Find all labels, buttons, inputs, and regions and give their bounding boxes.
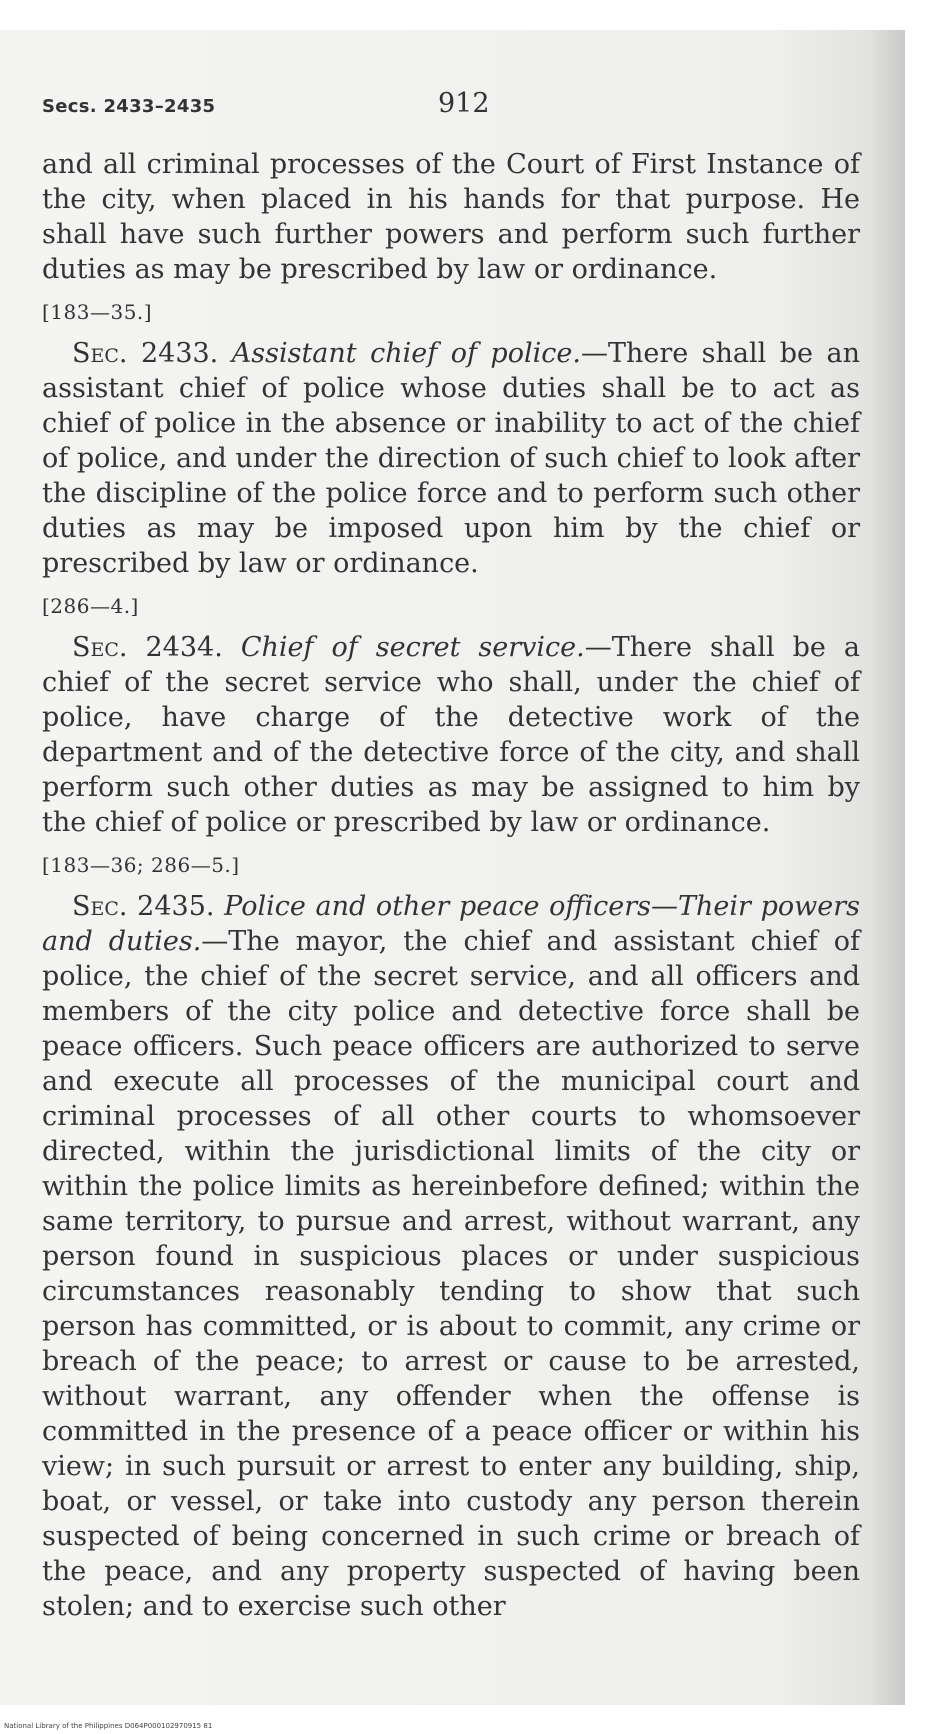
running-head: Secs. 2433–2435 — [42, 96, 216, 117]
section-citation: [286—4.] — [42, 594, 139, 618]
section-text: —There shall be an assistant chief of police whose duties shall be to act as chief of police in the absence or inability to act of the chief of police, and under the direction of such chief to look after the discipline of the police force and to perform such other duties as may be imposed upon him by the chief or prescribed by law or ordinance. — [42, 338, 860, 579]
section-text: —The mayor, the chief and assistant chief of police, the chief of the secret service, and all officers and members of the city police and detective force shall be peace officers. Such peace officers are authorized to serve and execute all processes of the municipal court and criminal processes of all other courts to whomsoever directed, within the jurisdictional limits of the city or within the police limits as hereinbefore defined; within the same territory, to pursue and arrest, without warrant, any person found in suspicious places or under suspicious circumstances reasonably tending to show that such person has committed, or is about to commit, any crime or breach of the peace; to arrest or cause to be arrested, without warrant, any offender when the offense is committed in the presence of a peace officer or within his view; in such pursuit or arrest to enter any building, ship, boat, or vessel, or take into custody any person therein suspected of being concerned in such crime or breach of the peace, and any property suspected of having been stolen; and to exercise such other — [42, 926, 860, 1622]
section-citation: [183—35.] — [42, 300, 153, 324]
page-number: 912 — [438, 88, 490, 119]
section-catchline: Chief of secret service. — [240, 632, 585, 663]
section-citation: [183—36; 286—5.] — [42, 853, 240, 877]
section-text: —There shall be a chief of the secret service who shall, under the chief of police, have charge of the detective work of the department and of the detective force of the city, and shall perform such other duties as may be assigned to him by the chief of police or prescribed by law or ordinance. — [42, 632, 861, 838]
section-label: Sec. 2434. — [72, 632, 223, 663]
opening-paragraph: and all criminal processes of the Court of First Instance of the city, when placed in his hands for that purpose. He shall have such further powers and perform such further duties as may be prescribed by law or ordinance. — [42, 149, 860, 285]
scan-footer-label: National Library of the Philippines D064P000102970915 81 — [4, 1722, 213, 1730]
page-body — [42, 147, 860, 1624]
section-label: Sec. 2433. — [72, 338, 219, 369]
section-2435 — [42, 889, 860, 1624]
section-catchline: Assistant chief of police. — [231, 338, 581, 369]
section-catchline: Police and other peace officers—Their powers and duties. — [42, 891, 860, 957]
scan-edge — [905, 0, 930, 1734]
section-2434 — [42, 630, 860, 840]
section-2433 — [42, 336, 860, 581]
section-label: Sec. 2435. — [72, 891, 215, 922]
page-header — [42, 88, 842, 128]
